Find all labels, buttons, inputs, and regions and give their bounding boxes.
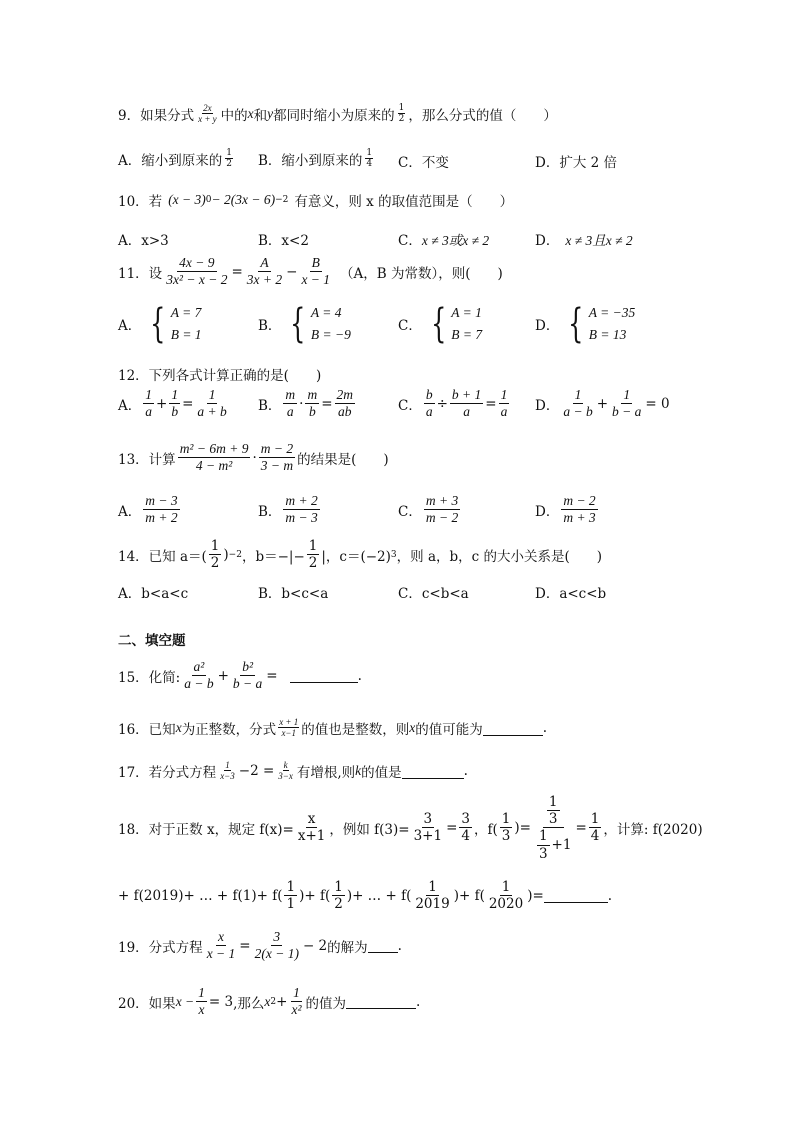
q19-answer-blank[interactable] <box>368 938 398 953</box>
q11-option-a[interactable]: A． { A = 7 B = 1 <box>118 300 202 347</box>
q14-option-d[interactable]: D．a<c<b <box>535 586 607 602</box>
question-14-stem: 14．已知 a＝( $\frac{1}{2}$ ) −2 ，b＝−|− $\frac{1}{2}$ |，c＝(−2) 3 ，则 a，b，c 的大小关系是( ) <box>118 538 603 572</box>
q15-answer-blank[interactable] <box>290 668 358 683</box>
q18-answer-blank[interactable] <box>544 888 608 903</box>
q12-option-a[interactable]: A． $\frac{1}{a}$ + $\frac{1}{b}$ = $\frac{1}{a + b}$ <box>118 387 227 420</box>
q11-option-c[interactable]: C． { A = 1 B = 7 <box>398 300 483 347</box>
q14-option-b[interactable]: B．b<c<a <box>258 586 329 602</box>
q13-option-c[interactable]: C． $\frac{m + 3}{m - 2}$ <box>398 493 459 526</box>
q14-option-a[interactable]: A．b<a<c <box>118 586 189 602</box>
q10-option-a[interactable]: A．x>3 <box>118 233 169 249</box>
section-heading-fill-in: 二、填空题 <box>118 633 186 649</box>
q9-option-c[interactable]: C．不变 <box>398 155 449 171</box>
q11-option-b[interactable]: B． { A = 4 B = −9 <box>258 300 351 347</box>
q12-option-c[interactable]: C． $\frac{b}{a}$ ÷ $\frac{b + 1}{a}$ = $\frac{1}{a}$ <box>398 387 508 420</box>
question-9-stem: 9．如果分式 $\frac{2x}{x + y}$ 中的 x 和 y 都同时缩小为原来的 $\frac{1}{2}$ ，那么分式的值（ ） <box>118 103 557 125</box>
q10-option-c[interactable]: C． x ≠ 3或x ≠ 2 <box>398 233 490 249</box>
q11-option-d[interactable]: D． { A = −35 B = 13 <box>535 300 636 347</box>
q9-option-a[interactable]: A．缩小到原来的 $\frac{1}{2}$ <box>118 148 232 170</box>
question-20: 20．如果 x − $\frac{1}{x}$ = 3 ,那么 x 2 + $\frac{1}{\text{x²}}$ 的值为 . <box>118 985 421 1018</box>
q16-answer-blank[interactable] <box>483 721 543 736</box>
question-12-stem: 12．下列各式计算正确的是( ) <box>118 368 322 384</box>
q14-option-c[interactable]: C．c<b<a <box>398 586 469 602</box>
q10-option-b[interactable]: B．x<2 <box>258 233 309 249</box>
q9-option-d[interactable]: D．扩大 2 倍 <box>535 155 617 171</box>
q9-text: 9．如果分式 <box>118 108 195 125</box>
question-13-stem: 13．计算 $\frac{\text{m² − 6m + 9}}{\text{4 − m²}}$ · $\frac{m - 2}{3 - m}$ 的结果是( ) <box>118 441 389 474</box>
q12-option-b[interactable]: B． $\frac{m}{a}$ · $\frac{m}{b}$ = $\frac{2m}{ab}$ <box>258 387 354 420</box>
q13-option-a[interactable]: A． $\frac{m - 3}{m + 2}$ <box>118 493 178 526</box>
question-18-line-1: 18．对于正数 x，规定 f(x)= $\frac{x}{x+1}$ ，例如 f(3)= $\frac{3}{3+1}$ = $\frac{3}{4}$ ，f( $\frac{1}{3}$ )= $\frac{1}{3}$ $\frac{1}{3}$ +1 = $\frac{1}{4}$ ，计算: f(2020) <box>118 794 703 862</box>
q18-complex-fraction: $\frac{1}{3}$ $\frac{1}{3}$ +1 <box>538 794 572 862</box>
question-17: 17．若分式方程 $\frac{1}{x-3}$ −2 = $\frac{k}{3-x}$ 有增根,则 k 的值是 . <box>118 760 468 782</box>
q9-fraction: $\frac{2x}{x + y}$ <box>198 103 217 125</box>
question-11-stem: 11．设 $\frac{4x - 9}{\text{3x² − x − 2}}$ = $\frac{A}{3x + 2}$ − $\frac{B}{x - 1}$ （A，B 为常数），则( ) <box>118 255 503 288</box>
question-18-line-2: + f(2019)+ … + f(1)+ f( $\frac{1}{1}$ )+ f( $\frac{1}{2}$ )+ … + f( $\frac{1}{2019}$ )+ f( $\frac{1}{2020}$ )= . <box>118 879 613 913</box>
question-15: 15．化简: $\frac{\text{a²}}{a - b}$ + $\frac{\text{b²}}{b - a}$ = . <box>118 659 362 692</box>
question-19: 19．分式方程 $\frac{x}{x - 1}$ = $\frac{3}{2(x - 1)}$ − 2 的解为 . <box>118 929 402 962</box>
q13-option-d[interactable]: D． $\frac{m - 2}{m + 3}$ <box>535 493 596 526</box>
question-16: 16．已知 x 为正整数，分式 $\frac{x + 1}{x-1}$ 的值也是整数，则 x 的值可能为 . <box>118 717 548 739</box>
q20-answer-blank[interactable] <box>346 994 416 1009</box>
question-10-stem: 10．若 (x − 3) 0 − 2(3x − 6) −2 有意义，则 x 的取值范围是（ ） <box>118 192 514 210</box>
q10-option-d[interactable]: D． x ≠ 3且x ≠ 2 <box>535 233 633 249</box>
q17-answer-blank[interactable] <box>402 764 464 779</box>
q9-option-b[interactable]: B．缩小到原来的 $\frac{1}{4}$ <box>258 148 373 170</box>
q13-option-b[interactable]: B． $\frac{m + 2}{m - 3}$ <box>258 493 318 526</box>
q12-option-d[interactable]: D． $\frac{1}{a - b}$ + $\frac{1}{b - a}$ = 0 <box>535 387 670 420</box>
